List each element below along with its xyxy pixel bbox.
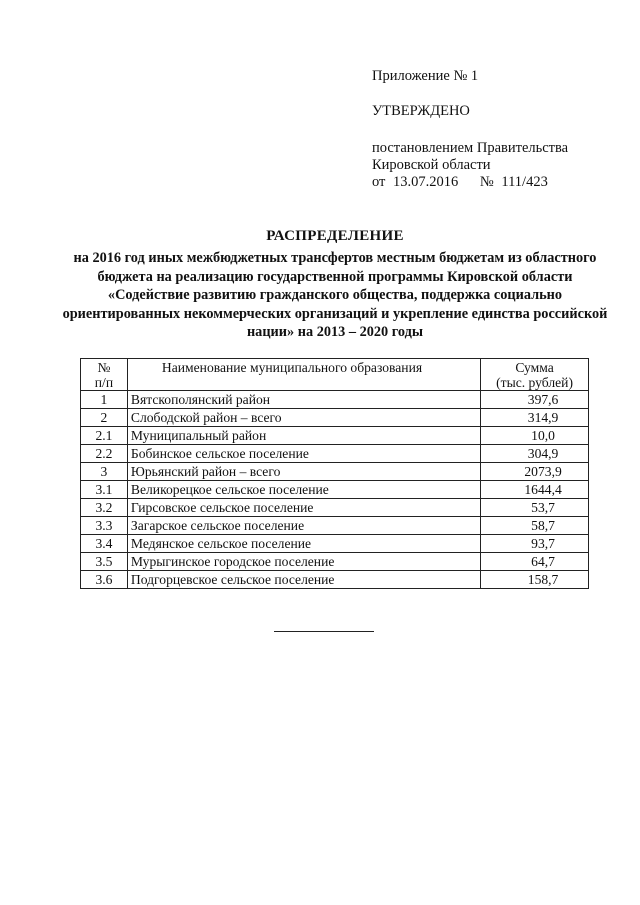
row-index: 3.2 (81, 499, 128, 517)
row-sum: 93,7 (481, 535, 589, 553)
distribution-table (80, 358, 589, 589)
table-row (81, 571, 589, 589)
row-index: 3 (81, 463, 128, 481)
row-name: Бобинское сельское поселение (127, 445, 480, 463)
table-row (81, 463, 589, 481)
row-sum: 2073,9 (481, 463, 589, 481)
row-index: 2.1 (81, 427, 128, 445)
row-sum: 53,7 (481, 499, 589, 517)
row-name: Слободской район – всего (127, 409, 480, 427)
row-name: Вятскополянский район (127, 391, 480, 409)
number-prefix: № (479, 174, 494, 190)
row-sum: 397,6 (481, 391, 589, 409)
table-row (81, 535, 589, 553)
date-prefix: от (372, 174, 386, 190)
row-sum: 314,9 (481, 409, 589, 427)
row-sum: 304,9 (481, 445, 589, 463)
table-row (81, 391, 589, 409)
decree-number: 111/423 (501, 174, 548, 190)
row-name: Медянское сельское поселение (127, 535, 480, 553)
document-heading: РАСПРЕДЕЛЕНИЕ (266, 228, 404, 244)
row-index: 2 (81, 409, 128, 427)
appendix-label: Приложение № 1 (372, 68, 479, 84)
row-name: Великорецкое сельское поселение (127, 481, 480, 499)
row-name: Юрьянский район – всего (127, 463, 480, 481)
row-sum: 10,0 (481, 427, 589, 445)
row-name: Подгорцевское сельское поселение (127, 571, 480, 589)
row-name: Гирсовское сельское поселение (127, 499, 480, 517)
table-body (81, 391, 589, 589)
decree-reference (372, 174, 632, 191)
decree-line-1: постановлением Правительства (372, 140, 569, 156)
approval-block (372, 68, 632, 191)
table-row (81, 553, 589, 571)
end-separator-line (274, 631, 374, 632)
row-sum: 1644,4 (481, 481, 589, 499)
document-subtitle: на 2016 год иных межбюджетных трансфертов местным бюджетам из областного бюджета на реализацию государственной программы Кировской области «Содействие развитию гражданского общества, поддержка социально ориентированных некоммерческих организаций и укрепление единства российской нации» на 2013 – 2020 годы (62, 250, 608, 341)
document-title (60, 228, 610, 342)
table-row (81, 409, 589, 427)
row-index: 2.2 (81, 445, 128, 463)
decree-line-2: Кировской области (372, 157, 491, 173)
row-index: 3.6 (81, 571, 128, 589)
row-index: 3.5 (81, 553, 128, 571)
table-row (81, 481, 589, 499)
header-index: № п/п (81, 359, 128, 391)
header-name: Наименование муниципального образования (127, 359, 480, 391)
table-row (81, 427, 589, 445)
header-sum: Сумма (тыс. рублей) (481, 359, 589, 391)
table-row (81, 499, 589, 517)
row-name: Мурыгинское городское поселение (127, 553, 480, 571)
row-sum: 64,7 (481, 553, 589, 571)
approved-stamp-text: УТВЕРЖДЕНО (372, 103, 470, 119)
row-index: 3.4 (81, 535, 128, 553)
row-sum: 58,7 (481, 517, 589, 535)
table-header-row (81, 359, 589, 391)
row-index: 1 (81, 391, 128, 409)
row-name: Муниципальный район (127, 427, 480, 445)
row-index: 3.1 (81, 481, 128, 499)
decree-date: 13.07.2016 (393, 174, 459, 190)
row-sum: 158,7 (481, 571, 589, 589)
table-row (81, 445, 589, 463)
row-name: Загарское сельское поселение (127, 517, 480, 535)
table-row (81, 517, 589, 535)
row-index: 3.3 (81, 517, 128, 535)
